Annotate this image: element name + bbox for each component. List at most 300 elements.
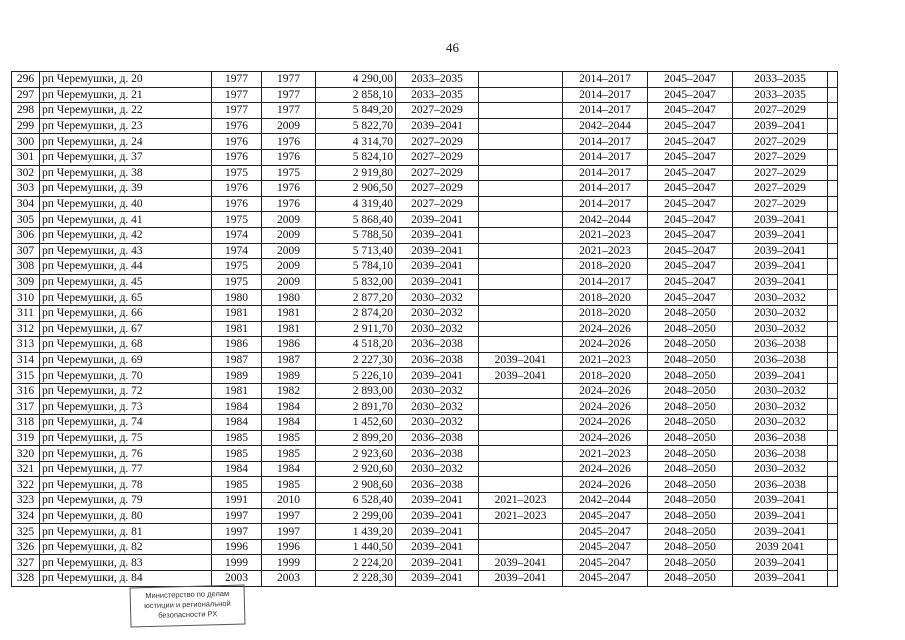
- year-built-cell: 1975: [212, 259, 262, 275]
- table-row: [12, 571, 838, 587]
- year-commissioned-cell: 1987: [262, 352, 316, 368]
- empty-cell: [828, 415, 838, 431]
- address-cell: рп Черемушки, д. 20: [40, 72, 212, 88]
- area-cell: 4 290,00: [316, 72, 396, 88]
- year-commissioned-cell: 2009: [262, 243, 316, 259]
- year-commissioned-cell: 1982: [262, 383, 316, 399]
- period-cell: 2039 2041: [733, 539, 828, 555]
- period-cell: 2024–2026: [563, 461, 648, 477]
- period-cell: 2042–2044: [563, 212, 648, 228]
- period-cell: [479, 539, 563, 555]
- row-number: 297: [12, 87, 40, 103]
- period-cell: 2039–2041: [733, 493, 828, 509]
- period-cell: 2024–2026: [563, 430, 648, 446]
- table-row: [12, 477, 838, 493]
- area-cell: 2 227,30: [316, 352, 396, 368]
- period-cell: 2033–2035: [396, 72, 479, 88]
- period-cell: 2048–2050: [648, 383, 733, 399]
- address-cell: рп Черемушки, д. 23: [40, 118, 212, 134]
- empty-cell: [828, 118, 838, 134]
- address-cell: рп Черемушки, д. 44: [40, 259, 212, 275]
- year-built-cell: 1996: [212, 539, 262, 555]
- year-commissioned-cell: 1997: [262, 508, 316, 524]
- period-cell: 2039–2041: [733, 555, 828, 571]
- area-cell: 2 919,80: [316, 165, 396, 181]
- address-cell: рп Черемушки, д. 74: [40, 415, 212, 431]
- empty-cell: [828, 321, 838, 337]
- period-cell: [479, 337, 563, 353]
- table-row: [12, 399, 838, 415]
- period-cell: 2039–2041: [733, 274, 828, 290]
- period-cell: 2033–2035: [396, 87, 479, 103]
- address-cell: рп Черемушки, д. 68: [40, 337, 212, 353]
- year-commissioned-cell: 1984: [262, 415, 316, 431]
- area-cell: 2 911,70: [316, 321, 396, 337]
- address-cell: рп Черемушки, д. 78: [40, 477, 212, 493]
- year-commissioned-cell: 1977: [262, 103, 316, 119]
- period-cell: 2030–2032: [733, 305, 828, 321]
- period-cell: 2014–2017: [563, 103, 648, 119]
- empty-cell: [828, 539, 838, 555]
- empty-cell: [828, 337, 838, 353]
- period-cell: 2039–2041: [733, 368, 828, 384]
- row-number: 304: [12, 196, 40, 212]
- year-commissioned-cell: 1984: [262, 399, 316, 415]
- row-number: 327: [12, 555, 40, 571]
- period-cell: 2039–2041: [479, 555, 563, 571]
- period-cell: 2033–2035: [733, 72, 828, 88]
- year-built-cell: 1997: [212, 508, 262, 524]
- year-built-cell: 1987: [212, 352, 262, 368]
- period-cell: [479, 399, 563, 415]
- period-cell: 2036–2038: [733, 337, 828, 353]
- page-number: 46: [446, 40, 459, 55]
- period-cell: 2045–2047: [648, 72, 733, 88]
- period-cell: 2039–2041: [733, 227, 828, 243]
- period-cell: 2039–2041: [733, 259, 828, 275]
- address-cell: рп Черемушки, д. 65: [40, 290, 212, 306]
- address-cell: рп Черемушки, д. 73: [40, 399, 212, 415]
- table-row: [12, 87, 838, 103]
- period-cell: 2036–2038: [396, 430, 479, 446]
- period-cell: 2027–2029: [396, 196, 479, 212]
- table-row: [12, 118, 838, 134]
- area-cell: 2 923,60: [316, 446, 396, 462]
- area-cell: 4 314,70: [316, 134, 396, 150]
- table-row: [12, 181, 838, 197]
- table-row: [12, 524, 838, 540]
- period-cell: [479, 118, 563, 134]
- year-built-cell: 1984: [212, 461, 262, 477]
- address-cell: рп Черемушки, д. 82: [40, 539, 212, 555]
- year-built-cell: 1999: [212, 555, 262, 571]
- empty-cell: [828, 352, 838, 368]
- period-cell: 2024–2026: [563, 321, 648, 337]
- period-cell: 2039–2041: [396, 571, 479, 587]
- year-built-cell: 1977: [212, 72, 262, 88]
- period-cell: 2030–2032: [733, 415, 828, 431]
- period-cell: [479, 72, 563, 88]
- period-cell: 2036–2038: [733, 430, 828, 446]
- period-cell: 2030–2032: [396, 461, 479, 477]
- empty-cell: [828, 165, 838, 181]
- row-number: 325: [12, 524, 40, 540]
- table-row: [12, 321, 838, 337]
- period-cell: [479, 321, 563, 337]
- area-cell: 2 899,20: [316, 430, 396, 446]
- period-cell: 2030–2032: [396, 305, 479, 321]
- row-number: 316: [12, 383, 40, 399]
- address-cell: рп Черемушки, д. 70: [40, 368, 212, 384]
- address-cell: рп Черемушки, д. 83: [40, 555, 212, 571]
- period-cell: 2024–2026: [563, 337, 648, 353]
- year-commissioned-cell: 1976: [262, 149, 316, 165]
- period-cell: 2045–2047: [648, 134, 733, 150]
- year-built-cell: 1975: [212, 165, 262, 181]
- period-cell: 2048–2050: [648, 415, 733, 431]
- period-cell: 2045–2047: [563, 571, 648, 587]
- period-cell: 2039–2041: [396, 555, 479, 571]
- period-cell: 2036–2038: [733, 446, 828, 462]
- period-cell: 2014–2017: [563, 87, 648, 103]
- stamp-line: юстиции и региональной: [144, 598, 231, 611]
- period-cell: 2048–2050: [648, 399, 733, 415]
- year-commissioned-cell: 2010: [262, 493, 316, 509]
- empty-cell: [828, 274, 838, 290]
- period-cell: [479, 274, 563, 290]
- period-cell: 2048–2050: [648, 571, 733, 587]
- table-row: [12, 227, 838, 243]
- period-cell: 2048–2050: [648, 337, 733, 353]
- table-row: [12, 103, 838, 119]
- period-cell: 2045–2047: [648, 212, 733, 228]
- period-cell: 2039–2041: [733, 212, 828, 228]
- period-cell: 2014–2017: [563, 72, 648, 88]
- address-cell: рп Черемушки, д. 38: [40, 165, 212, 181]
- area-cell: 2 891,70: [316, 399, 396, 415]
- address-cell: рп Черемушки, д. 43: [40, 243, 212, 259]
- row-number: 323: [12, 493, 40, 509]
- year-commissioned-cell: 2003: [262, 571, 316, 587]
- address-cell: рп Черемушки, д. 66: [40, 305, 212, 321]
- period-cell: 2042–2044: [563, 118, 648, 134]
- year-commissioned-cell: 1981: [262, 305, 316, 321]
- table-row: [12, 352, 838, 368]
- stamp-line: безопасности РХ: [158, 609, 218, 620]
- row-number: 315: [12, 368, 40, 384]
- table-row: [12, 259, 838, 275]
- period-cell: 2045–2047: [648, 259, 733, 275]
- table-row: [12, 274, 838, 290]
- area-cell: 4 319,40: [316, 196, 396, 212]
- area-cell: 1 440,50: [316, 539, 396, 555]
- row-number: 324: [12, 508, 40, 524]
- year-built-cell: 1976: [212, 118, 262, 134]
- area-cell: 5 784,10: [316, 259, 396, 275]
- row-number: 322: [12, 477, 40, 493]
- period-cell: [479, 383, 563, 399]
- row-number: 298: [12, 103, 40, 119]
- year-built-cell: 1974: [212, 243, 262, 259]
- table-row: [12, 212, 838, 228]
- table-row: [12, 165, 838, 181]
- period-cell: 2018–2020: [563, 290, 648, 306]
- address-cell: рп Черемушки, д. 21: [40, 87, 212, 103]
- year-built-cell: 1981: [212, 321, 262, 337]
- empty-cell: [828, 212, 838, 228]
- period-cell: 2039–2041: [733, 118, 828, 134]
- period-cell: 2039–2041: [479, 368, 563, 384]
- period-cell: 2045–2047: [648, 149, 733, 165]
- table-row: [12, 555, 838, 571]
- period-cell: 2027–2029: [396, 103, 479, 119]
- period-cell: 2045–2047: [648, 165, 733, 181]
- year-commissioned-cell: 2009: [262, 274, 316, 290]
- period-cell: 2018–2020: [563, 259, 648, 275]
- period-cell: 2045–2047: [563, 508, 648, 524]
- year-commissioned-cell: 1980: [262, 290, 316, 306]
- empty-cell: [828, 103, 838, 119]
- period-cell: 2045–2047: [648, 103, 733, 119]
- table-row: [12, 446, 838, 462]
- year-built-cell: 2003: [212, 571, 262, 587]
- area-cell: 6 528,40: [316, 493, 396, 509]
- address-cell: рп Черемушки, д. 45: [40, 274, 212, 290]
- period-cell: 2030–2032: [733, 399, 828, 415]
- period-cell: 2039–2041: [396, 539, 479, 555]
- period-cell: [479, 290, 563, 306]
- year-built-cell: 1980: [212, 290, 262, 306]
- table-row: [12, 72, 838, 88]
- year-built-cell: 1985: [212, 446, 262, 462]
- period-cell: [479, 227, 563, 243]
- period-cell: [479, 243, 563, 259]
- address-cell: рп Черемушки, д. 69: [40, 352, 212, 368]
- period-cell: 2048–2050: [648, 446, 733, 462]
- period-cell: 2021–2023: [479, 493, 563, 509]
- period-cell: 2036–2038: [396, 446, 479, 462]
- period-cell: [479, 149, 563, 165]
- empty-cell: [828, 446, 838, 462]
- period-cell: 2042–2044: [563, 493, 648, 509]
- period-cell: 2021–2023: [563, 227, 648, 243]
- area-cell: 2 877,20: [316, 290, 396, 306]
- empty-cell: [828, 72, 838, 88]
- row-number: 319: [12, 430, 40, 446]
- row-number: 318: [12, 415, 40, 431]
- period-cell: 2014–2017: [563, 181, 648, 197]
- period-cell: 2027–2029: [733, 103, 828, 119]
- period-cell: 2014–2017: [563, 165, 648, 181]
- period-cell: [479, 212, 563, 228]
- area-cell: 2 299,00: [316, 508, 396, 524]
- row-number: 317: [12, 399, 40, 415]
- period-cell: 2048–2050: [648, 477, 733, 493]
- empty-cell: [828, 430, 838, 446]
- period-cell: 2048–2050: [648, 539, 733, 555]
- period-cell: 2014–2017: [563, 149, 648, 165]
- year-commissioned-cell: 2009: [262, 259, 316, 275]
- year-built-cell: 1981: [212, 305, 262, 321]
- period-cell: 2048–2050: [648, 321, 733, 337]
- year-built-cell: 1976: [212, 149, 262, 165]
- area-cell: 4 518,20: [316, 337, 396, 353]
- year-commissioned-cell: 1984: [262, 461, 316, 477]
- address-cell: рп Черемушки, д. 24: [40, 134, 212, 150]
- period-cell: 2039–2041: [396, 524, 479, 540]
- year-commissioned-cell: 1985: [262, 477, 316, 493]
- year-built-cell: 1991: [212, 493, 262, 509]
- empty-cell: [828, 461, 838, 477]
- row-number: 311: [12, 305, 40, 321]
- address-cell: рп Черемушки, д. 39: [40, 181, 212, 197]
- period-cell: 2045–2047: [648, 274, 733, 290]
- table-row: [12, 508, 838, 524]
- year-commissioned-cell: 1985: [262, 446, 316, 462]
- address-cell: рп Черемушки, д. 80: [40, 508, 212, 524]
- period-cell: 2027–2029: [396, 181, 479, 197]
- empty-cell: [828, 227, 838, 243]
- row-number: 301: [12, 149, 40, 165]
- period-cell: 2036–2038: [396, 352, 479, 368]
- area-cell: 5 713,40: [316, 243, 396, 259]
- area-cell: 5 868,40: [316, 212, 396, 228]
- address-cell: рп Черемушки, д. 72: [40, 383, 212, 399]
- year-built-cell: 1984: [212, 399, 262, 415]
- year-built-cell: 1989: [212, 368, 262, 384]
- row-number: 307: [12, 243, 40, 259]
- address-cell: рп Черемушки, д. 22: [40, 103, 212, 119]
- year-commissioned-cell: 1976: [262, 181, 316, 197]
- table-row: [12, 196, 838, 212]
- year-commissioned-cell: 1977: [262, 87, 316, 103]
- year-built-cell: 1985: [212, 430, 262, 446]
- period-cell: 2039–2041: [396, 227, 479, 243]
- row-number: 313: [12, 337, 40, 353]
- year-commissioned-cell: 1977: [262, 72, 316, 88]
- empty-cell: [828, 243, 838, 259]
- table-row: [12, 134, 838, 150]
- address-cell: рп Черемушки, д. 37: [40, 149, 212, 165]
- period-cell: 2045–2047: [563, 555, 648, 571]
- year-commissioned-cell: 1989: [262, 368, 316, 384]
- year-commissioned-cell: 1996: [262, 539, 316, 555]
- year-commissioned-cell: 2009: [262, 212, 316, 228]
- period-cell: 2021–2023: [563, 446, 648, 462]
- empty-cell: [828, 290, 838, 306]
- period-cell: 2027–2029: [733, 149, 828, 165]
- area-cell: 5 226,10: [316, 368, 396, 384]
- year-commissioned-cell: 1981: [262, 321, 316, 337]
- area-cell: 5 849,20: [316, 103, 396, 119]
- year-built-cell: 1981: [212, 383, 262, 399]
- period-cell: 2039–2041: [733, 243, 828, 259]
- period-cell: 2030–2032: [733, 383, 828, 399]
- row-number: 305: [12, 212, 40, 228]
- year-built-cell: 1975: [212, 274, 262, 290]
- empty-cell: [828, 524, 838, 540]
- period-cell: 2045–2047: [563, 539, 648, 555]
- row-number: 326: [12, 539, 40, 555]
- period-cell: 2036–2038: [733, 352, 828, 368]
- address-cell: рп Черемушки, д. 75: [40, 430, 212, 446]
- period-cell: 2048–2050: [648, 555, 733, 571]
- period-cell: 2045–2047: [648, 118, 733, 134]
- area-cell: 2 228,30: [316, 571, 396, 587]
- period-cell: 2039–2041: [733, 524, 828, 540]
- housing-table: [11, 71, 838, 587]
- period-cell: 2045–2047: [648, 196, 733, 212]
- area-cell: 5 822,70: [316, 118, 396, 134]
- period-cell: 2039–2041: [396, 274, 479, 290]
- address-cell: рп Черемушки, д. 77: [40, 461, 212, 477]
- table-row: [12, 430, 838, 446]
- period-cell: 2024–2026: [563, 477, 648, 493]
- empty-cell: [828, 493, 838, 509]
- table-body: [12, 72, 838, 587]
- table-row: [12, 290, 838, 306]
- area-cell: 1 452,60: [316, 415, 396, 431]
- area-cell: 1 439,20: [316, 524, 396, 540]
- period-cell: 2039–2041: [479, 571, 563, 587]
- year-commissioned-cell: 1997: [262, 524, 316, 540]
- period-cell: 2027–2029: [733, 181, 828, 197]
- row-number: 308: [12, 259, 40, 275]
- address-cell: рп Черемушки, д. 41: [40, 212, 212, 228]
- table-row: [12, 243, 838, 259]
- area-cell: 2 224,20: [316, 555, 396, 571]
- period-cell: 2036–2038: [396, 337, 479, 353]
- area-cell: 2 858,10: [316, 87, 396, 103]
- period-cell: [479, 196, 563, 212]
- table-row: [12, 415, 838, 431]
- empty-cell: [828, 305, 838, 321]
- row-number: 328: [12, 571, 40, 587]
- period-cell: [479, 461, 563, 477]
- row-number: 309: [12, 274, 40, 290]
- year-built-cell: 1985: [212, 477, 262, 493]
- ministry-stamp: [129, 585, 245, 628]
- period-cell: 2048–2050: [648, 493, 733, 509]
- area-cell: 5 788,50: [316, 227, 396, 243]
- area-cell: 2 874,20: [316, 305, 396, 321]
- period-cell: 2036–2038: [733, 477, 828, 493]
- period-cell: 2027–2029: [733, 165, 828, 181]
- table-row: [12, 337, 838, 353]
- year-commissioned-cell: 1975: [262, 165, 316, 181]
- period-cell: [479, 87, 563, 103]
- period-cell: [479, 165, 563, 181]
- table-row: [12, 493, 838, 509]
- period-cell: 2030–2032: [396, 383, 479, 399]
- address-cell: рп Черемушки, д. 81: [40, 524, 212, 540]
- empty-cell: [828, 368, 838, 384]
- period-cell: 2014–2017: [563, 134, 648, 150]
- table-row: [12, 383, 838, 399]
- address-cell: рп Черемушки, д. 40: [40, 196, 212, 212]
- year-built-cell: 1986: [212, 337, 262, 353]
- period-cell: 2045–2047: [648, 181, 733, 197]
- table-row: [12, 539, 838, 555]
- period-cell: [479, 181, 563, 197]
- area-cell: 2 906,50: [316, 181, 396, 197]
- period-cell: 2045–2047: [563, 524, 648, 540]
- year-commissioned-cell: 1986: [262, 337, 316, 353]
- period-cell: [479, 305, 563, 321]
- empty-cell: [828, 196, 838, 212]
- period-cell: 2039–2041: [396, 118, 479, 134]
- area-cell: 5 832,00: [316, 274, 396, 290]
